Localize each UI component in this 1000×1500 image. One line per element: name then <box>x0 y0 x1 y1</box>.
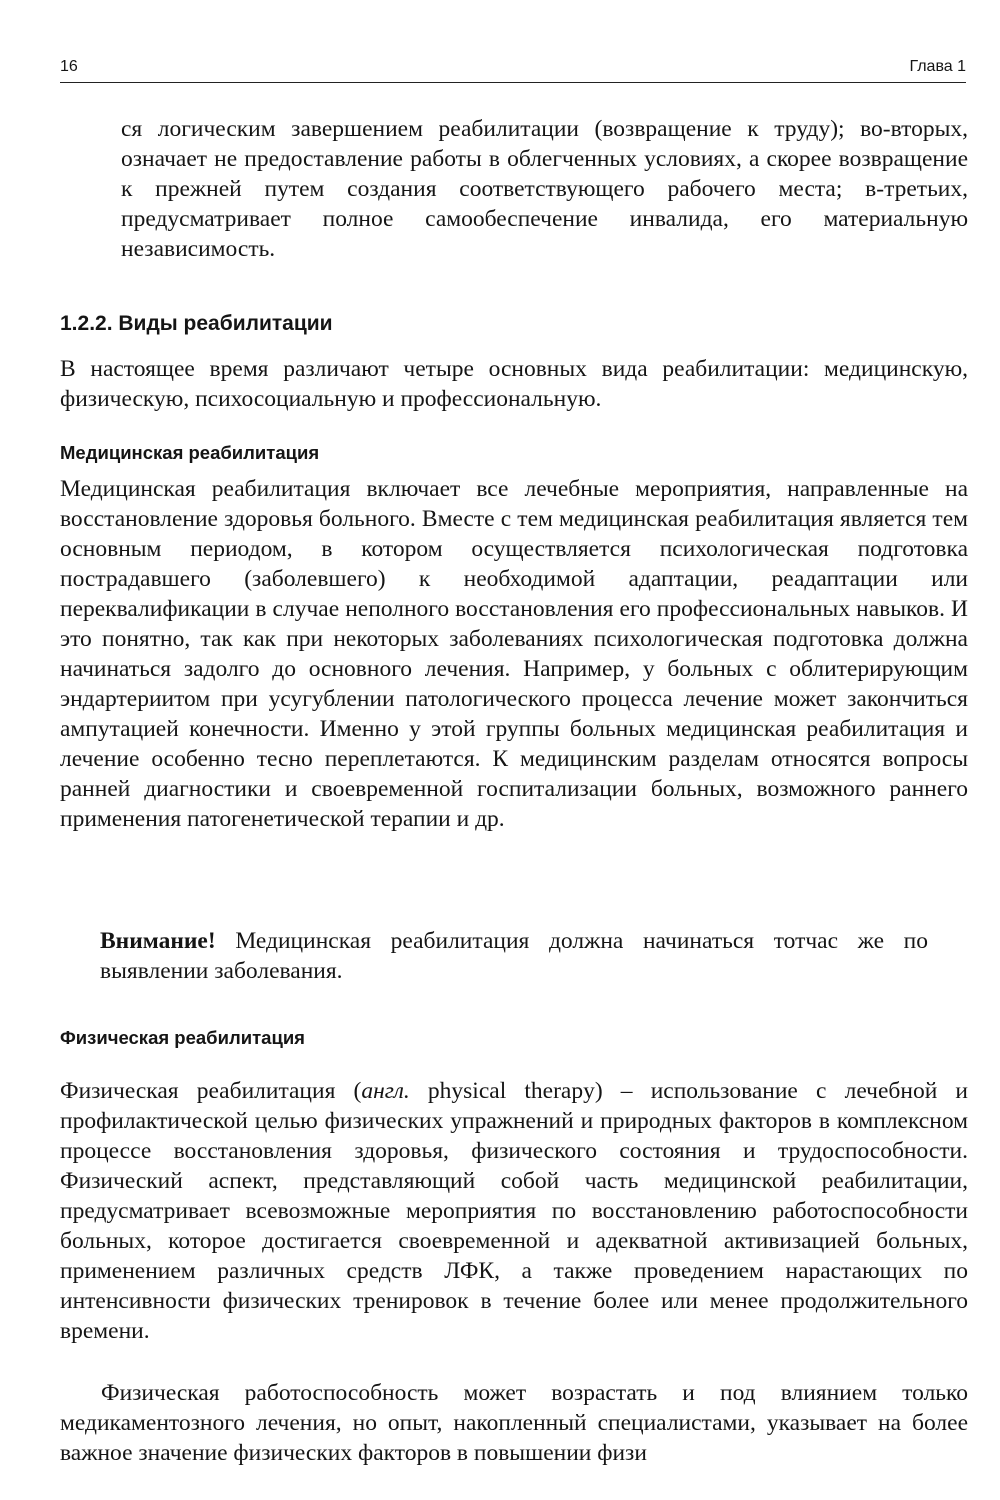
section-heading-block <box>60 309 968 339</box>
chapter-label: Глава 1 <box>909 58 966 75</box>
intro-block <box>121 114 968 264</box>
attention-body: Медицинская реабилитация должна начинаться тотчас же по выявлении заболевания. <box>100 928 928 984</box>
physical-p1-abbr: англ. <box>361 1078 410 1104</box>
physical-p1-start: Физическая реабилитация ( <box>60 1078 362 1104</box>
medical-paragraph: Медицинская реабилитация включает все лечебные мероприятия, направленные на восстановление здоровья больного. Вместе с тем медицинская реабилитация является тем основным периодом, в котором осуществляется психологическая подготовка пострадавшего (заболевшего) к необходимой адаптации, реадаптации или переквалификации в случае неполного восстановления его профессиональных навыков. И это понятно, так как при некоторых заболеваниях психологическая подготовка должна начинаться задолго до основного лечения. Например, у больных с облитерирующим эндартериитом при усугублении патологического процесса лечение может закончиться ампутацией конечности. Именно у этой группы больных медицинская реабилитация и лечение особенно тесно переплетаются. К медицинским разделам относятся вопросы ранней диагностики и своевременной госпитализации больных, возможного раннего применения патогенетической терапии и др. <box>60 476 968 832</box>
physical-block-1 <box>60 1076 968 1346</box>
physical-heading-block <box>60 1023 968 1053</box>
section-intro-block <box>60 354 968 414</box>
running-header <box>60 52 966 83</box>
page-number: 16 <box>60 58 78 75</box>
attention-note <box>100 926 928 986</box>
physical-p1-rest: physical therapy) – использование с лечебной и профилактической целью физических упражнений и природных факторов в комплексном процессе восстановления здоровья, физического состояния и трудоспособности. Физический аспект, представляющий собой часть медицинской реабилитации, предусматривает всевозможные мероприятия по восстановлению работоспособности больных, которое достигается своевременной и адекватной активизацией больных, применением различных средств ЛФК, а также проведением нарастающих по интенсивности физических тренировок в течение более или менее продолжительного времени. <box>60 1078 968 1344</box>
physical-heading: Физическая реабилитация <box>60 1027 305 1048</box>
physical-paragraph-1 <box>60 1076 968 1346</box>
medical-block <box>60 474 968 834</box>
section-heading: 1.2.2. Виды реабилитации <box>60 312 333 335</box>
physical-block-2 <box>60 1378 968 1468</box>
medical-heading: Медицинская реабилитация <box>60 442 320 463</box>
physical-paragraph-2: Физическая работоспособность может возрастать и под влиянием только медикаментозного лечения, но опыт, накопленный специалистами, указывает на более важное значение физических факторов в повышении физи <box>60 1380 968 1466</box>
intro-paragraph: ся логическим завершением реабилитации (возвращение к труду); во-вторых, означает не предоставление работы в облегченных условиях, а скорее возвращение к прежней путем создания соответствующего рабочего места; в-третьих, предусматривает полное самообеспечение инвалида, его материальную независимость. <box>121 116 968 262</box>
attention-text <box>100 926 928 986</box>
section-intro-paragraph: В настоящее время различают четыре основных вида реабилитации: медицинскую, физическую, психосоциальную и профессиональную. <box>60 356 968 412</box>
attention-label: Внимание! <box>100 928 216 954</box>
medical-heading-block <box>60 438 968 468</box>
